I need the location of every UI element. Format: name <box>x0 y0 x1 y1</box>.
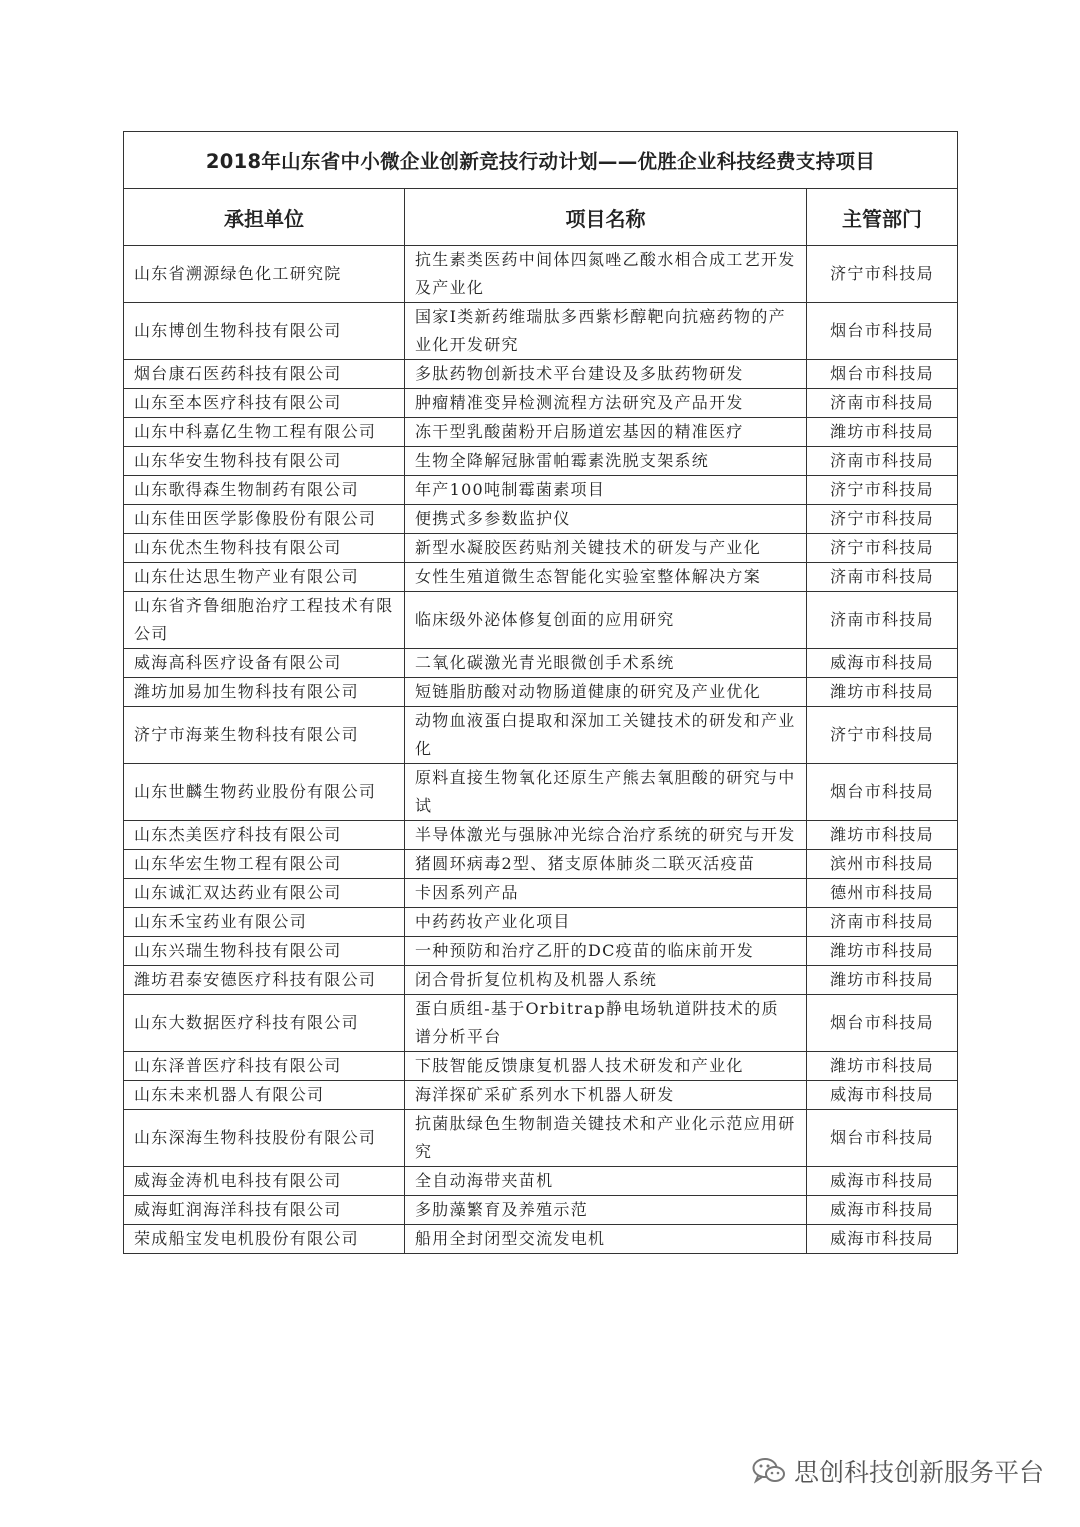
table-row <box>124 764 958 821</box>
cell-project: 抗菌肽绿色生物制造关键技术和产业化示范应用研究 <box>405 1110 807 1167</box>
cell-unit: 山东博创生物科技有限公司 <box>124 303 405 360</box>
cell-dept: 烟台市科技局 <box>807 1110 958 1167</box>
cell-project: 多肽药物创新技术平台建设及多肽药物研发 <box>405 360 807 389</box>
cell-unit: 山东省溯源绿色化工研究院 <box>124 246 405 303</box>
cell-dept: 潍坊市科技局 <box>807 821 958 850</box>
cell-unit: 潍坊加易加生物科技有限公司 <box>124 678 405 707</box>
cell-project: 半导体激光与强脉冲光综合治疗系统的研究与开发 <box>405 821 807 850</box>
cell-unit: 山东泽普医疗科技有限公司 <box>124 1052 405 1081</box>
cell-dept: 潍坊市科技局 <box>807 937 958 966</box>
cell-unit: 山东杰美医疗科技有限公司 <box>124 821 405 850</box>
cell-project: 下肢智能反馈康复机器人技术研发和产业化 <box>405 1052 807 1081</box>
cell-dept: 威海市科技局 <box>807 1167 958 1196</box>
table-row <box>124 1052 958 1081</box>
cell-project: 一种预防和治疗乙肝的DC疫苗的临床前开发 <box>405 937 807 966</box>
header-unit: 承担单位 <box>124 189 405 246</box>
cell-project: 多肋藻繁育及养殖示范 <box>405 1196 807 1225</box>
cell-unit: 山东诚汇双达药业有限公司 <box>124 879 405 908</box>
cell-unit: 山东中科嘉亿生物工程有限公司 <box>124 418 405 447</box>
cell-dept: 威海市科技局 <box>807 649 958 678</box>
watermark-text: 思创科技创新服务平台 <box>793 1458 1044 1487</box>
cell-project: 年产100吨制霉菌素项目 <box>405 476 807 505</box>
cell-unit: 山东华宏生物工程有限公司 <box>124 850 405 879</box>
cell-dept: 潍坊市科技局 <box>807 418 958 447</box>
table-row <box>124 879 958 908</box>
cell-dept: 济宁市科技局 <box>807 505 958 534</box>
table-row <box>124 246 958 303</box>
cell-dept: 威海市科技局 <box>807 1081 958 1110</box>
table-row <box>124 389 958 418</box>
cell-unit: 山东大数据医疗科技有限公司 <box>124 995 405 1052</box>
cell-dept: 济南市科技局 <box>807 908 958 937</box>
cell-dept: 济南市科技局 <box>807 447 958 476</box>
table-row <box>124 1081 958 1110</box>
table-row <box>124 1167 958 1196</box>
cell-unit: 山东世麟生物药业股份有限公司 <box>124 764 405 821</box>
cell-project: 卡因系列产品 <box>405 879 807 908</box>
header-dept: 主管部门 <box>807 189 958 246</box>
table-row <box>124 360 958 389</box>
cell-unit: 威海高科医疗设备有限公司 <box>124 649 405 678</box>
cell-project: 女性生殖道微生态智能化实验室整体解决方案 <box>405 563 807 592</box>
table-row <box>124 505 958 534</box>
cell-project: 猪圆环病毒2型、猪支原体肺炎二联灭活疫苗 <box>405 850 807 879</box>
table-row <box>124 649 958 678</box>
cell-project: 动物血液蛋白提取和深加工关键技术的研发和产业化 <box>405 707 807 764</box>
cell-dept: 威海市科技局 <box>807 1196 958 1225</box>
cell-project: 抗生素类医药中间体四氮唑乙酸水相合成工艺开发及产业化 <box>405 246 807 303</box>
cell-dept: 烟台市科技局 <box>807 360 958 389</box>
table-row <box>124 1225 958 1254</box>
cell-unit: 山东佳田医学影像股份有限公司 <box>124 505 405 534</box>
cell-unit: 山东歌得森生物制药有限公司 <box>124 476 405 505</box>
table-row <box>124 678 958 707</box>
cell-dept: 济宁市科技局 <box>807 707 958 764</box>
cell-unit: 山东仕达思生物产业有限公司 <box>124 563 405 592</box>
watermark <box>752 1453 1044 1489</box>
table-row <box>124 418 958 447</box>
cell-project: 船用全封闭型交流发电机 <box>405 1225 807 1254</box>
title-row <box>124 132 958 189</box>
cell-dept: 潍坊市科技局 <box>807 1052 958 1081</box>
project-table <box>123 131 958 1254</box>
cell-project: 生物全降解冠脉雷帕霉素洗脱支架系统 <box>405 447 807 476</box>
cell-project: 蛋白质组-基于Orbitrap静电场轨道阱技术的质谱分析平台 <box>405 995 807 1052</box>
cell-unit: 山东华安生物科技有限公司 <box>124 447 405 476</box>
cell-project: 原料直接生物氧化还原生产熊去氧胆酸的研究与中试 <box>405 764 807 821</box>
cell-dept: 济南市科技局 <box>807 389 958 418</box>
cell-dept: 济南市科技局 <box>807 592 958 649</box>
cell-unit: 威海金涛机电科技有限公司 <box>124 1167 405 1196</box>
cell-unit: 山东未来机器人有限公司 <box>124 1081 405 1110</box>
table-row <box>124 937 958 966</box>
cell-dept: 烟台市科技局 <box>807 995 958 1052</box>
cell-dept: 烟台市科技局 <box>807 303 958 360</box>
wechat-icon <box>752 1457 786 1485</box>
table-row <box>124 850 958 879</box>
table-row <box>124 592 958 649</box>
table-row <box>124 476 958 505</box>
cell-dept: 济南市科技局 <box>807 563 958 592</box>
table-row <box>124 908 958 937</box>
header-project: 项目名称 <box>405 189 807 246</box>
table-row <box>124 966 958 995</box>
cell-project: 临床级外泌体修复创面的应用研究 <box>405 592 807 649</box>
table-body <box>124 246 958 1254</box>
cell-project: 肿瘤精准变异检测流程方法研究及产品开发 <box>405 389 807 418</box>
cell-dept: 济宁市科技局 <box>807 246 958 303</box>
cell-unit: 山东优杰生物科技有限公司 <box>124 534 405 563</box>
cell-project: 中药药妆产业化项目 <box>405 908 807 937</box>
cell-unit: 烟台康石医药科技有限公司 <box>124 360 405 389</box>
cell-unit: 威海虹润海洋科技有限公司 <box>124 1196 405 1225</box>
cell-unit: 山东省齐鲁细胞治疗工程技术有限公司 <box>124 592 405 649</box>
cell-dept: 滨州市科技局 <box>807 850 958 879</box>
cell-project: 全自动海带夹苗机 <box>405 1167 807 1196</box>
cell-project: 冻干型乳酸菌粉开启肠道宏基因的精准医疗 <box>405 418 807 447</box>
cell-dept: 济宁市科技局 <box>807 476 958 505</box>
cell-unit: 山东深海生物科技股份有限公司 <box>124 1110 405 1167</box>
table-row <box>124 563 958 592</box>
cell-dept: 济宁市科技局 <box>807 534 958 563</box>
table-row <box>124 534 958 563</box>
cell-unit: 山东兴瑞生物科技有限公司 <box>124 937 405 966</box>
cell-project: 便携式多参数监护仪 <box>405 505 807 534</box>
cell-dept: 潍坊市科技局 <box>807 678 958 707</box>
cell-project: 海洋探矿采矿系列水下机器人研发 <box>405 1081 807 1110</box>
table-row <box>124 995 958 1052</box>
cell-project: 新型水凝胶医药贴剂关键技术的研发与产业化 <box>405 534 807 563</box>
table-row <box>124 821 958 850</box>
table-row <box>124 303 958 360</box>
cell-project: 短链脂肪酸对动物肠道健康的研究及产业优化 <box>405 678 807 707</box>
header-row <box>124 189 958 246</box>
cell-unit: 荣成船宝发电机股份有限公司 <box>124 1225 405 1254</box>
cell-unit: 山东禾宝药业有限公司 <box>124 908 405 937</box>
cell-unit: 潍坊君泰安德医疗科技有限公司 <box>124 966 405 995</box>
cell-unit: 山东至本医疗科技有限公司 <box>124 389 405 418</box>
cell-dept: 德州市科技局 <box>807 879 958 908</box>
cell-dept: 烟台市科技局 <box>807 764 958 821</box>
table-row <box>124 1196 958 1225</box>
cell-project: 二氧化碳激光青光眼微创手术系统 <box>405 649 807 678</box>
table-row <box>124 1110 958 1167</box>
cell-dept: 威海市科技局 <box>807 1225 958 1254</box>
cell-project: 闭合骨折复位机构及机器人系统 <box>405 966 807 995</box>
cell-project: 国家Ⅰ类新药维瑞肽多西紫杉醇靶向抗癌药物的产业化开发研究 <box>405 303 807 360</box>
table-row <box>124 447 958 476</box>
cell-unit: 济宁市海莱生物科技有限公司 <box>124 707 405 764</box>
table-title: 2018年山东省中小微企业创新竞技行动计划——优胜企业科技经费支持项目 <box>124 132 958 189</box>
cell-dept: 潍坊市科技局 <box>807 966 958 995</box>
table-row <box>124 707 958 764</box>
